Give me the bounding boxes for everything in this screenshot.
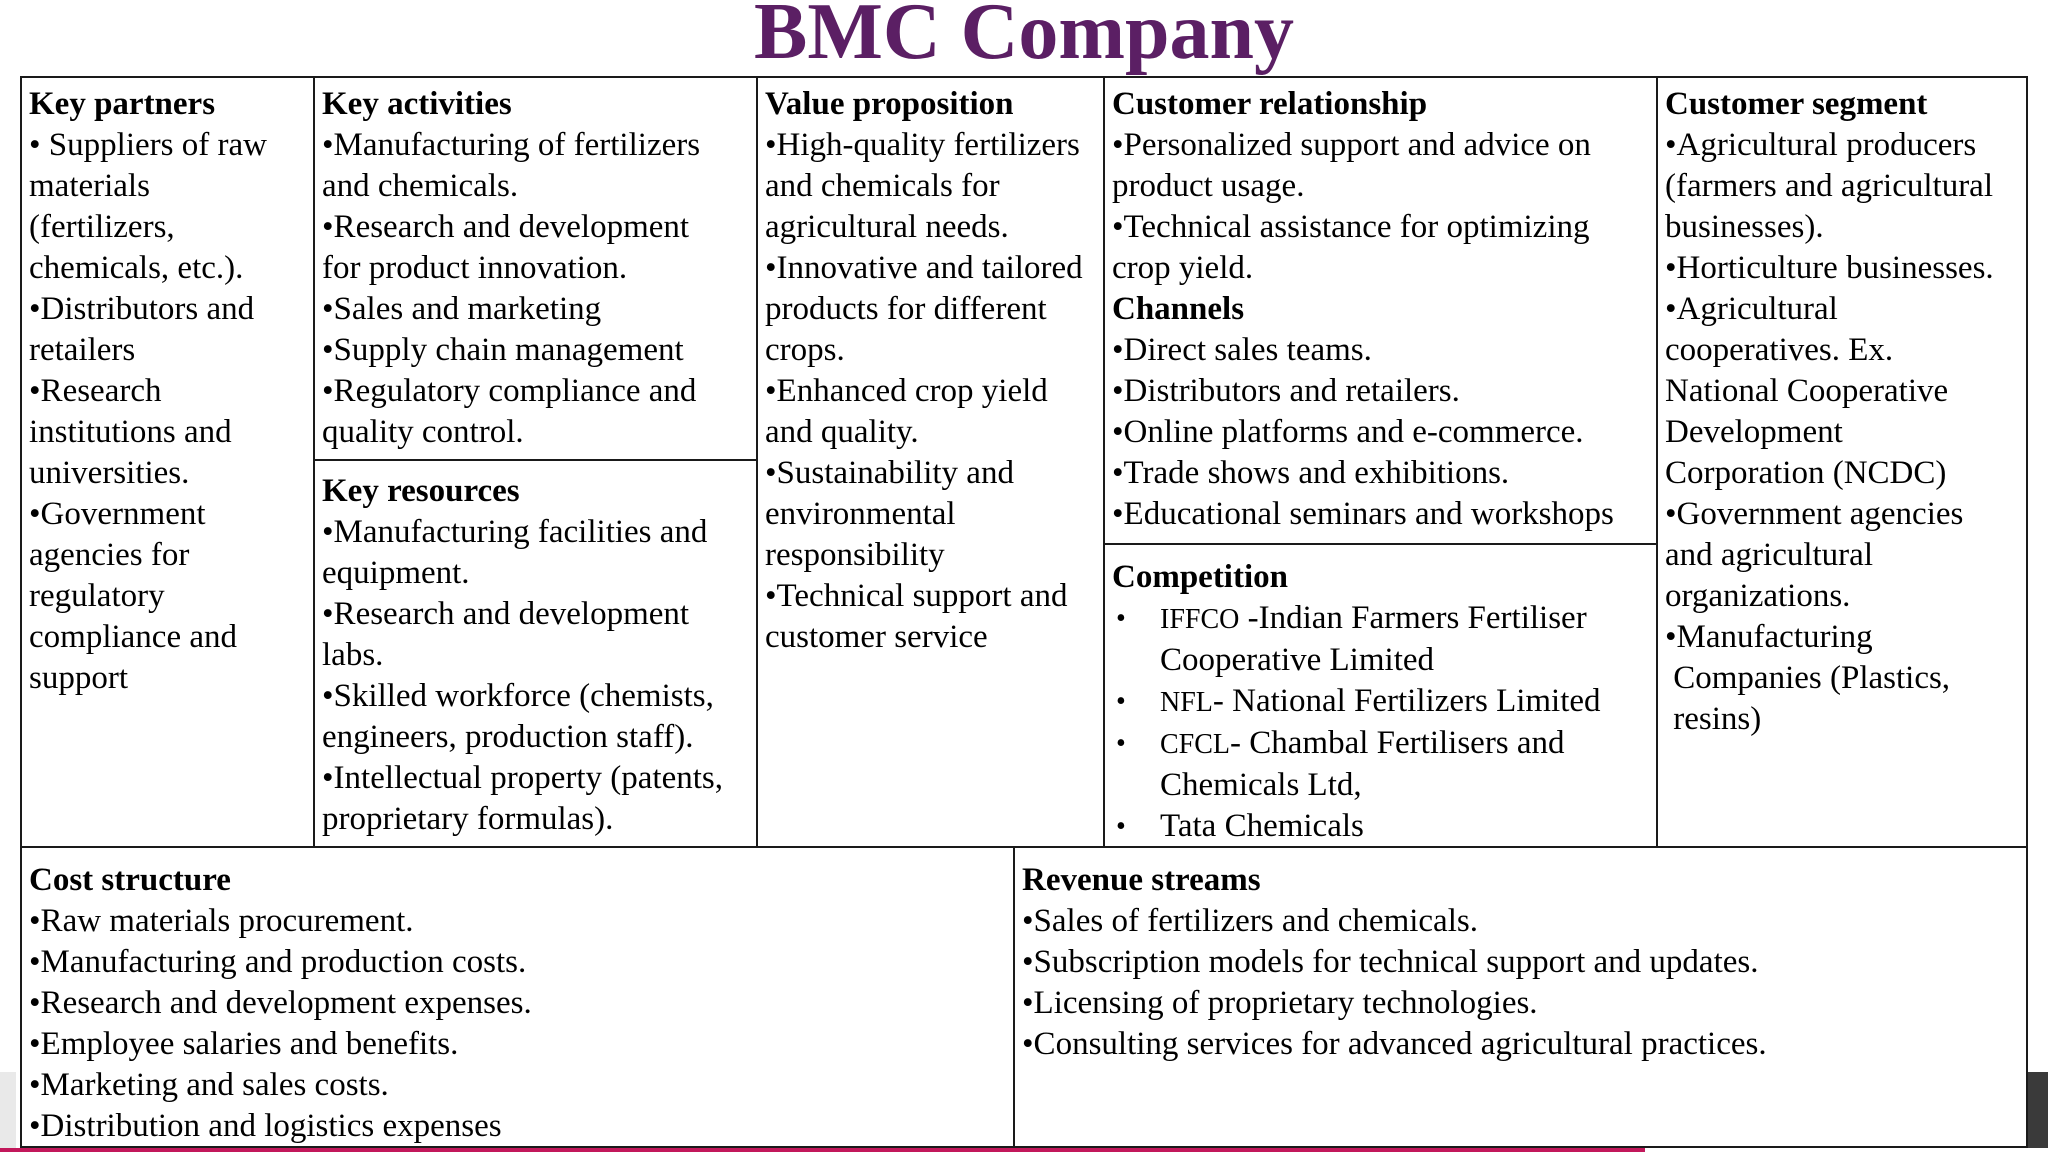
key-resources-line: •Skilled workforce (chemists,	[322, 678, 714, 714]
competitor-item	[1112, 598, 1650, 681]
value-proposition-heading: Value proposition	[765, 86, 1014, 122]
key-activities-line: quality control.	[322, 414, 524, 450]
key-activities-block	[313, 76, 758, 461]
left-edge-panel	[0, 1072, 16, 1148]
key-partners-line: regulatory	[29, 578, 165, 614]
key-resources-line: •Intellectual property (patents,	[322, 760, 723, 796]
competition-block	[1103, 543, 1658, 848]
key-partners-line: materials	[29, 168, 150, 204]
key-activities-line: and chemicals.	[322, 168, 519, 204]
customer-segment-line: businesses).	[1665, 209, 1824, 245]
competitor-text	[1160, 723, 1650, 806]
competitor-name-line	[1160, 598, 1650, 640]
key-activities-line: •Sales and marketing	[322, 291, 602, 327]
customer-relationship-line: •Technical assistance for optimizing	[1112, 209, 1590, 245]
customer-segment-line: (farmers and agricultural	[1665, 168, 1994, 204]
key-resources-line: labs.	[322, 637, 384, 673]
competitor-name-line	[1160, 723, 1650, 765]
key-resources-line: •Research and development	[322, 596, 690, 632]
key-resources-line: •Manufacturing facilities and	[322, 514, 708, 550]
key-partners-line: institutions and	[29, 414, 232, 450]
customer-segment-block	[1656, 76, 2028, 848]
competitor-text	[1160, 598, 1650, 681]
customer-segment-line: •Agricultural	[1665, 291, 1838, 327]
key-activities-line: •Research and development	[322, 209, 690, 245]
channels-line: •Online platforms and e-commerce.	[1112, 414, 1584, 450]
key-partners-heading: Key partners	[29, 86, 216, 122]
channels-heading: Channels	[1112, 291, 1245, 327]
cost-structure-line: •Marketing and sales costs.	[29, 1067, 389, 1103]
revenue-streams-line: •Licensing of proprietary technologies.	[1022, 985, 1538, 1021]
key-partners-line: •Research	[29, 373, 162, 409]
competitor-name: Tata Chemicals	[1160, 808, 1364, 844]
key-partners-line: compliance and	[29, 619, 237, 655]
competitor-item	[1112, 681, 1650, 723]
channels-line: •Distributors and retailers.	[1112, 373, 1460, 409]
customer-segment-line: organizations.	[1665, 578, 1851, 614]
revenue-streams-line: •Sales of fertilizers and chemicals.	[1022, 903, 1478, 939]
customer-relationship-line: •Personalized support and advice on	[1112, 127, 1591, 163]
value-proposition-line: •Enhanced crop yield	[765, 373, 1048, 409]
cost-structure-line: •Manufacturing and production costs.	[29, 944, 527, 980]
value-proposition-line: •Technical support and	[765, 578, 1068, 614]
competitor-abbr: IFFCO	[1160, 604, 1240, 635]
cost-structure-line: •Distribution and logistics expenses	[29, 1108, 502, 1144]
bullet-icon: •	[1116, 686, 1126, 717]
customer-segment-line: resins)	[1665, 701, 1762, 737]
customer-relationship-line: crop yield.	[1112, 250, 1254, 286]
key-resources-block	[313, 459, 758, 848]
value-proposition-line: products for different	[765, 291, 1047, 327]
customer-segment-heading: Customer segment	[1665, 86, 1928, 122]
page-title: BMC Company	[753, 0, 1295, 76]
value-proposition-line: agricultural needs.	[765, 209, 1009, 245]
channels-line: •Educational seminars and workshops	[1112, 496, 1614, 532]
bullet-icon: •	[1116, 603, 1126, 634]
competitor-name-cont: Cooperative Limited	[1160, 642, 1435, 678]
key-activities-line: •Regulatory compliance and	[322, 373, 697, 409]
value-proposition-line: •High-quality fertilizers	[765, 127, 1080, 163]
key-partners-block	[20, 76, 315, 848]
value-proposition-block	[756, 76, 1105, 848]
key-partners-line: • Suppliers of raw	[29, 127, 267, 163]
customer-segment-line: Corporation (NCDC)	[1665, 455, 1947, 491]
revenue-streams-line: •Consulting services for advanced agricultural practices.	[1022, 1026, 1767, 1062]
competitor-name-cont: Chemicals Ltd,	[1160, 767, 1362, 803]
customer-segment-line: Development	[1665, 414, 1843, 450]
bullet-icon: •	[1116, 811, 1126, 842]
customer-relationship-block	[1103, 76, 1658, 545]
cost-structure-heading: Cost structure	[29, 862, 231, 898]
value-proposition-line: •Innovative and tailored	[765, 250, 1083, 286]
cost-structure-line: •Raw materials procurement.	[29, 903, 414, 939]
value-proposition-line: and chemicals for	[765, 168, 1000, 204]
key-resources-line: engineers, production staff).	[322, 719, 694, 755]
channels-line: •Direct sales teams.	[1112, 332, 1372, 368]
key-resources-line: equipment.	[322, 555, 470, 591]
channels-line: •Trade shows and exhibitions.	[1112, 455, 1510, 491]
competition-list	[1112, 598, 1650, 847]
competitor-name-line	[1160, 806, 1650, 847]
customer-segment-line: and agricultural	[1665, 537, 1873, 573]
competitor-text	[1160, 806, 1650, 847]
key-partners-line: chemicals, etc.).	[29, 250, 244, 286]
competitor-item	[1112, 806, 1650, 847]
customer-relationship-heading: Customer relationship	[1112, 86, 1428, 122]
revenue-streams-line: •Subscription models for technical support and updates.	[1022, 944, 1759, 980]
cost-structure-line: •Employee salaries and benefits.	[29, 1026, 459, 1062]
bottom-accent-bar	[0, 1148, 1645, 1152]
value-proposition-line: environmental	[765, 496, 956, 532]
customer-relationship-line: product usage.	[1112, 168, 1305, 204]
key-partners-line: (fertilizers,	[29, 209, 175, 245]
revenue-streams-block	[1013, 846, 2028, 1148]
key-partners-line: universities.	[29, 455, 190, 491]
customer-segment-line: •Manufacturing	[1665, 619, 1873, 655]
competitor-item	[1112, 723, 1650, 806]
cost-structure-line: •Research and development expenses.	[29, 985, 532, 1021]
customer-segment-line: cooperatives. Ex.	[1665, 332, 1894, 368]
revenue-streams-heading: Revenue streams	[1022, 862, 1261, 898]
customer-segment-line: •Horticulture businesses.	[1665, 250, 1994, 286]
key-activities-heading: Key activities	[322, 86, 512, 122]
competitor-name: - Chambal Fertilisers and	[1230, 725, 1565, 761]
customer-segment-line: National Cooperative	[1665, 373, 1949, 409]
customer-segment-line: Companies (Plastics,	[1665, 660, 1951, 696]
key-partners-line: support	[29, 660, 128, 696]
bullet-icon: •	[1116, 728, 1126, 759]
key-activities-line: •Manufacturing of fertilizers	[322, 127, 701, 163]
value-proposition-line: and quality.	[765, 414, 919, 450]
key-partners-line: •Distributors and	[29, 291, 255, 327]
competitor-name: - National Fertilizers Limited	[1212, 683, 1601, 719]
key-resources-heading: Key resources	[322, 473, 520, 509]
right-edge-panel	[2028, 1072, 2048, 1148]
cost-structure-block	[20, 846, 1015, 1148]
competitor-name-line	[1160, 681, 1650, 723]
key-partners-line: agencies for	[29, 537, 190, 573]
competitor-abbr: CFCL	[1160, 729, 1231, 760]
competitor-abbr: NFL	[1160, 687, 1213, 718]
key-partners-line: retailers	[29, 332, 136, 368]
value-proposition-line: customer service	[765, 619, 988, 655]
key-activities-line: •Supply chain management	[322, 332, 684, 368]
key-resources-line: proprietary formulas).	[322, 801, 614, 837]
competitor-name: -Indian Farmers Fertiliser	[1239, 600, 1587, 636]
competition-heading: Competition	[1112, 559, 1288, 595]
value-proposition-line: •Sustainability and	[765, 455, 1014, 491]
customer-segment-line: •Agricultural producers	[1665, 127, 1977, 163]
value-proposition-line: responsibility	[765, 537, 945, 573]
value-proposition-line: crops.	[765, 332, 845, 368]
customer-segment-line: •Government agencies	[1665, 496, 1964, 532]
competitor-text	[1160, 681, 1650, 723]
key-partners-line: •Government	[29, 496, 206, 532]
key-activities-line: for product innovation.	[322, 250, 628, 286]
